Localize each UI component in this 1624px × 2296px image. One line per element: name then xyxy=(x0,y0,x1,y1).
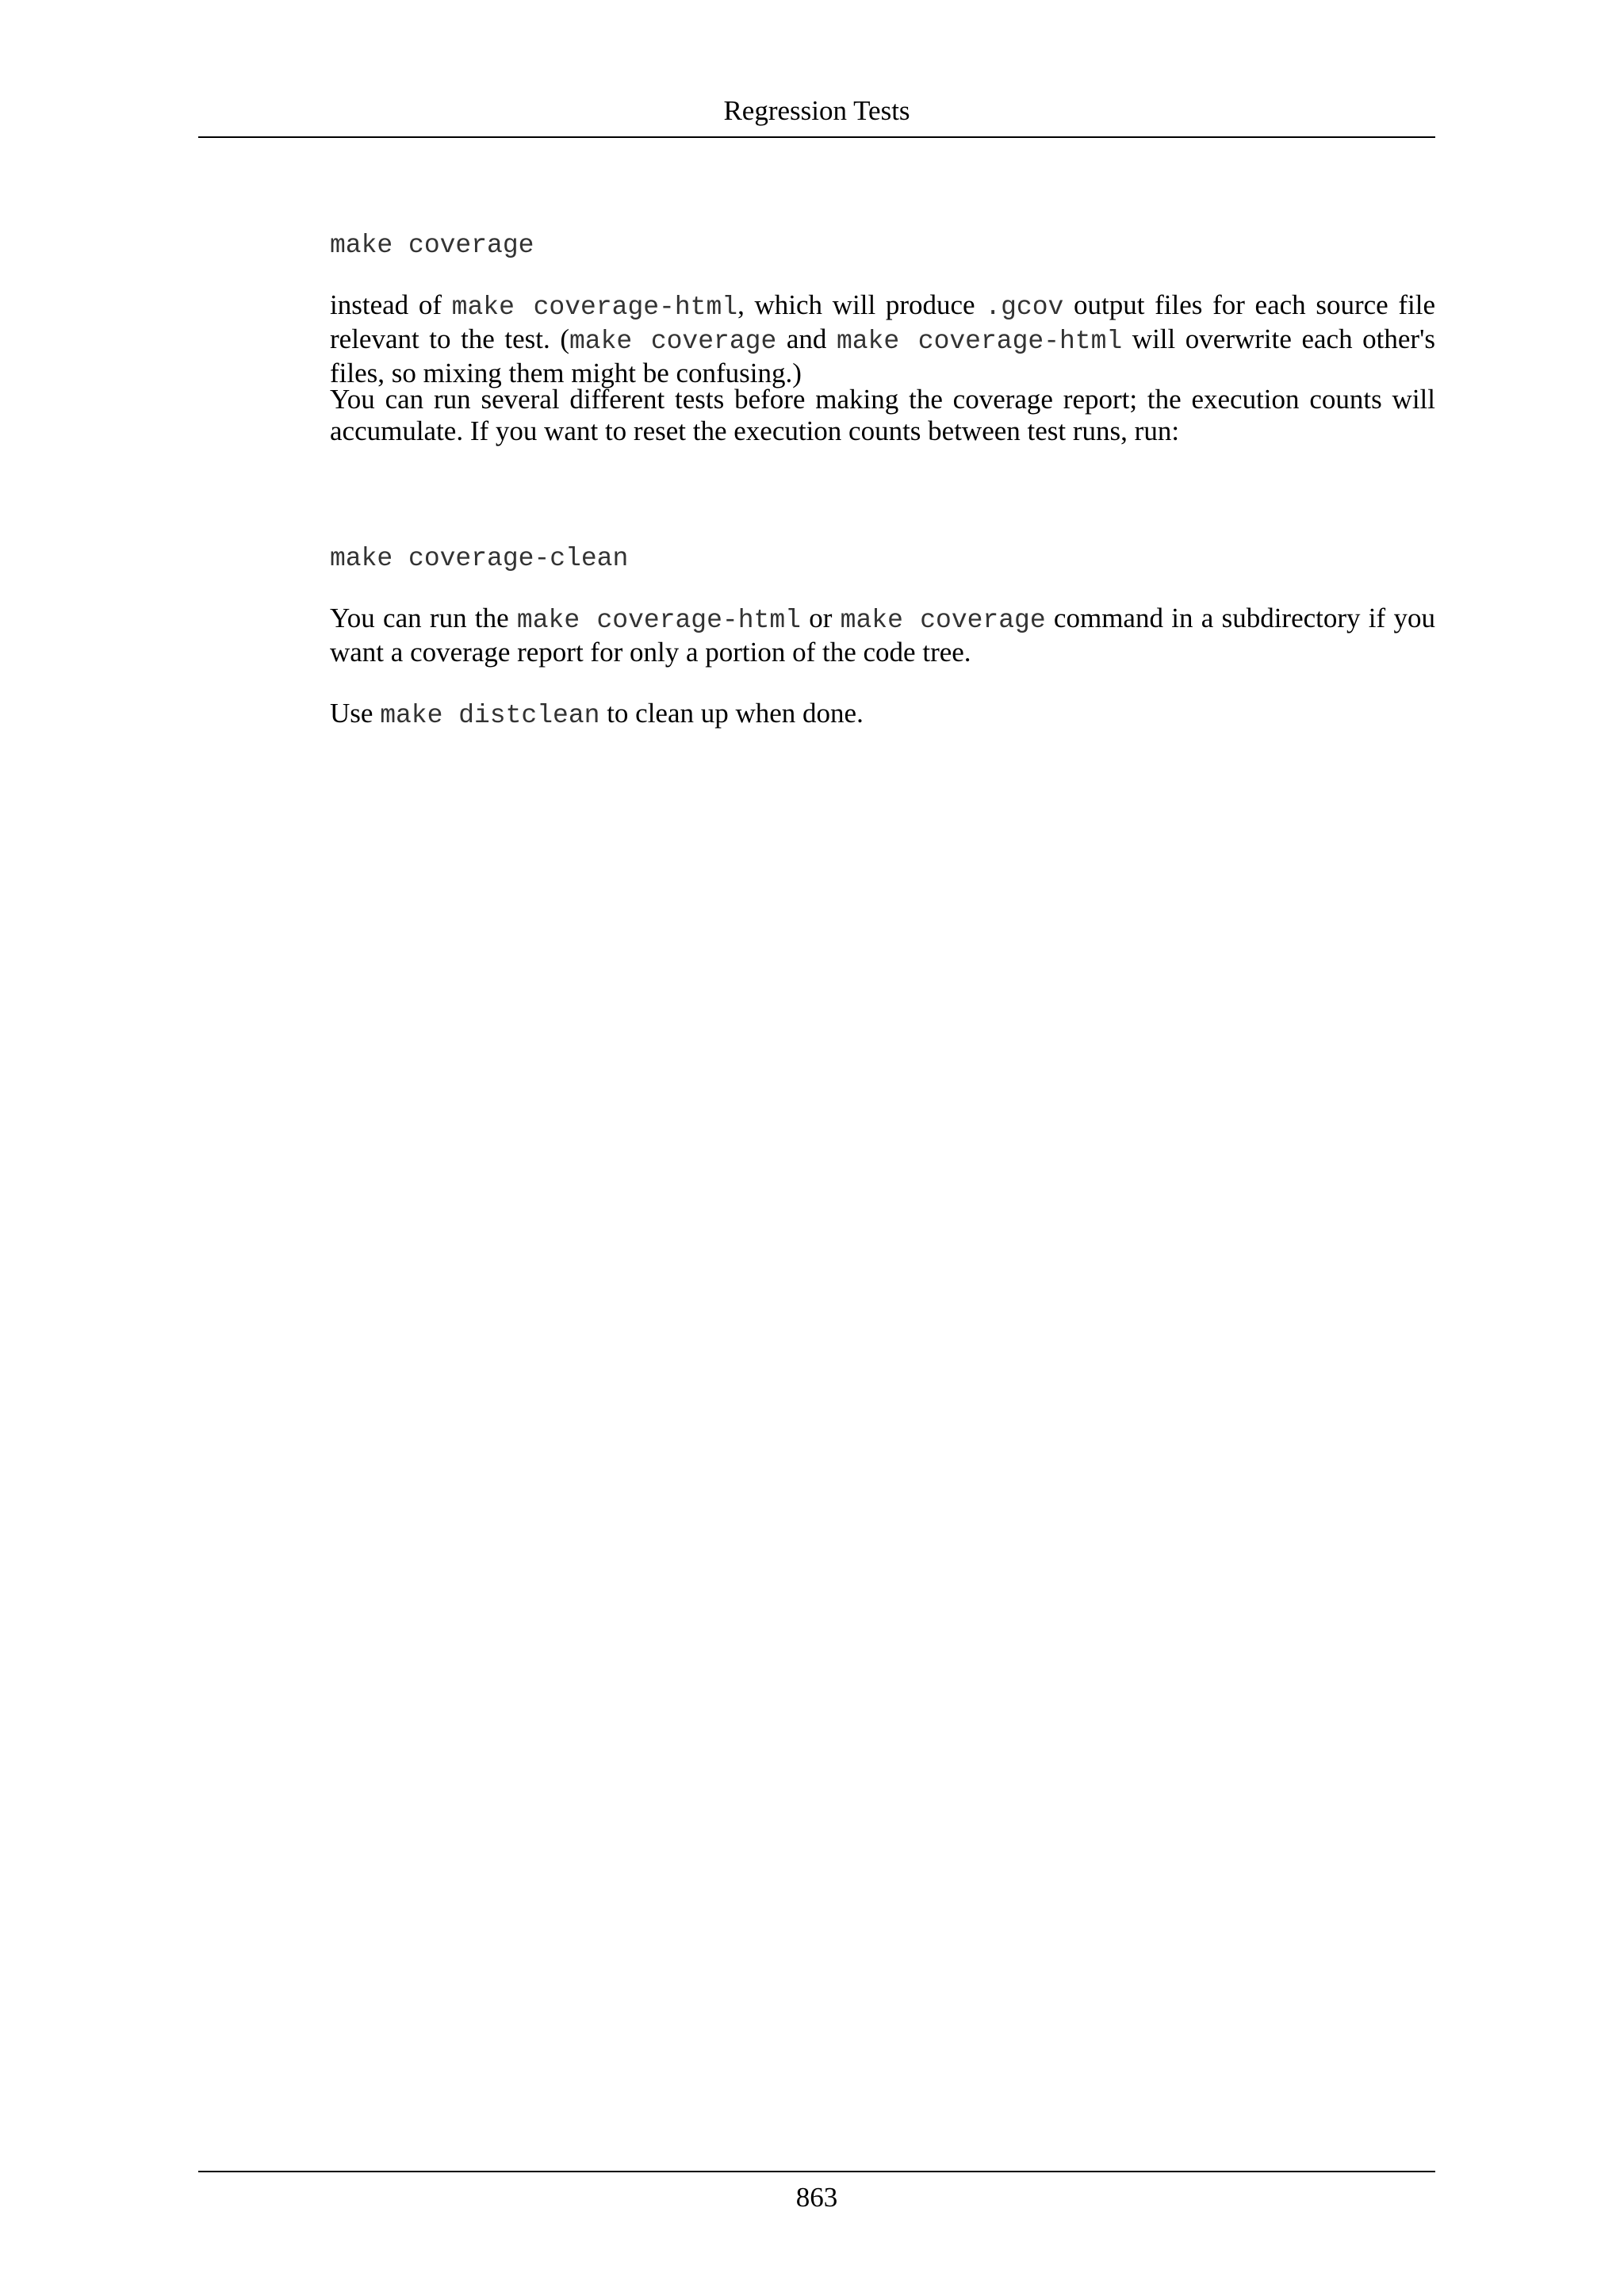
page-number: 863 xyxy=(795,2182,838,2213)
text-run: will overwrite each other's files, so mixing them might be confusing.) xyxy=(330,323,1435,388)
text-run: to clean up when done. xyxy=(599,698,864,729)
text-run: Use xyxy=(330,698,381,729)
paragraph-execution-counts: You can run several different tests before making the coverage report; the execution counts will accumulate. If you want to reset the execution counts between test runs, run: xyxy=(330,384,1435,446)
text-run: command in a subdirectory if you want a coverage report for only a portion of the code tree. xyxy=(330,603,1435,668)
paragraph-coverage-output xyxy=(330,289,1435,389)
paragraph-subdirectory xyxy=(330,603,1435,668)
code-example-coverage-clean: make coverage-clean xyxy=(330,544,629,573)
code-example-coverage: make coverage xyxy=(330,231,534,260)
inline-code: make coverage xyxy=(569,327,777,356)
text-run: , which will produce xyxy=(737,289,986,320)
text-run: or xyxy=(800,603,841,633)
text-run: and xyxy=(776,323,837,354)
inline-code: make coverage-html xyxy=(516,606,801,635)
header-rule xyxy=(198,136,1435,138)
text-run: instead of xyxy=(330,289,452,320)
inline-code: make coverage xyxy=(840,606,1046,635)
text-run: You can run the xyxy=(330,603,517,633)
paragraph-distclean xyxy=(330,698,1435,732)
inline-code: make coverage-html xyxy=(836,327,1123,356)
inline-code: .gcov xyxy=(985,293,1064,322)
inline-code: make coverage-html xyxy=(451,293,738,322)
text-run: output files for each source file relevant to the test. ( xyxy=(330,289,1436,354)
running-header: Regression Tests xyxy=(723,95,910,126)
inline-code: make distclean xyxy=(380,701,600,730)
footer-rule xyxy=(198,2171,1435,2172)
